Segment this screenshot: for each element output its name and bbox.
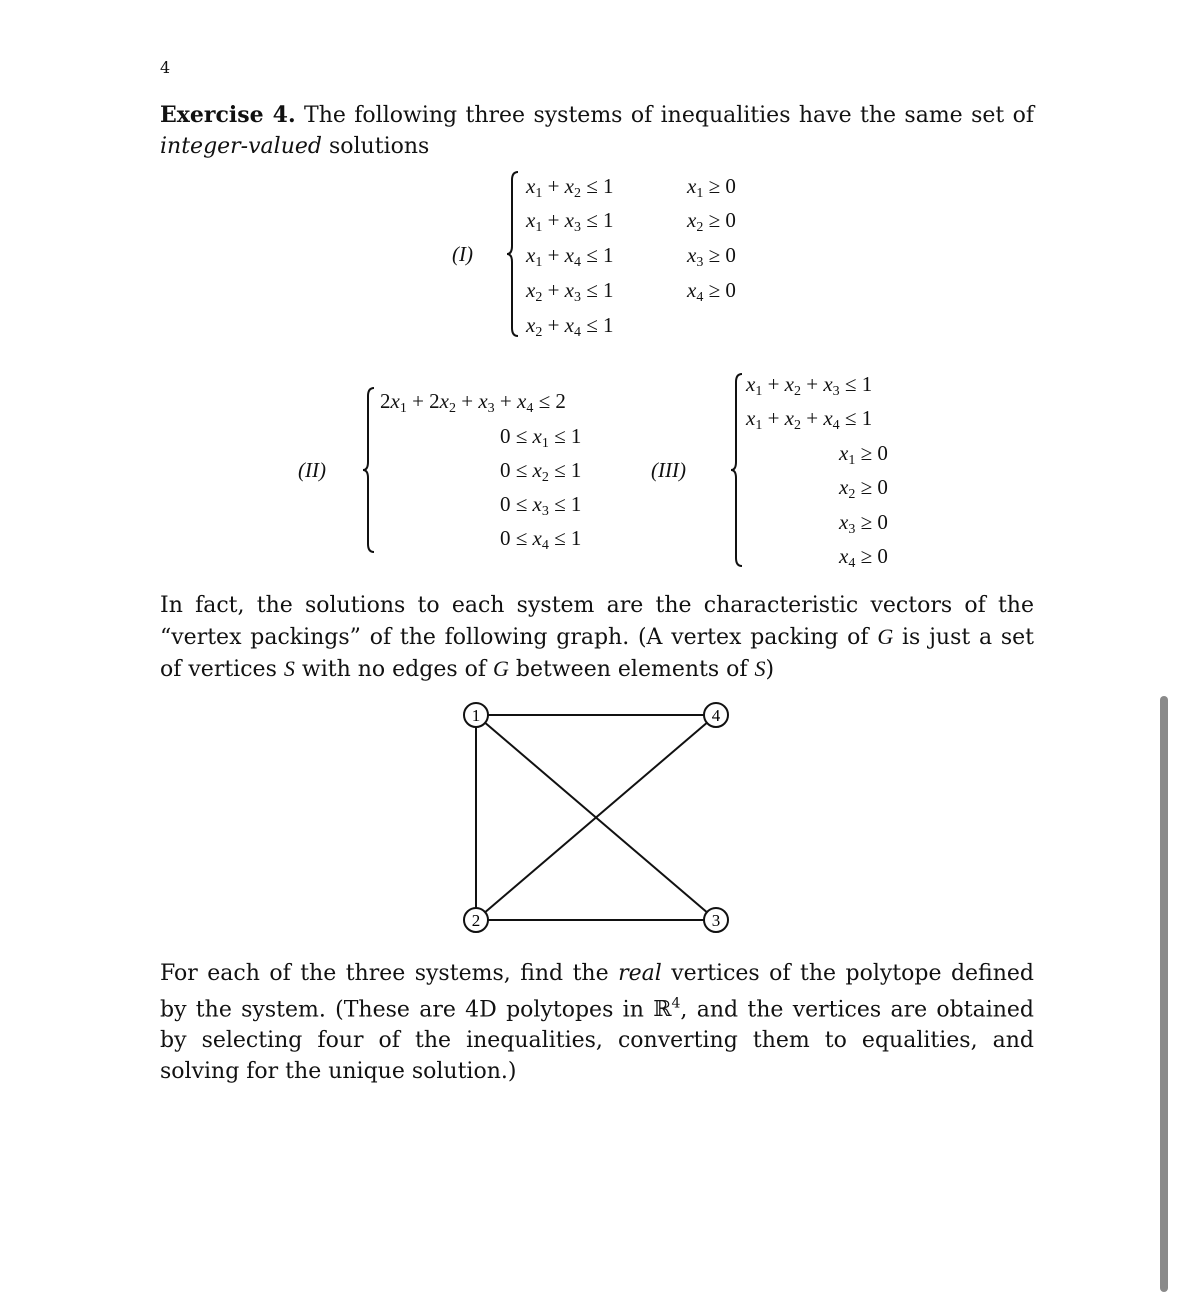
system-I-ineq-2: $x_1 + x_3 \le 1$ [526, 208, 614, 235]
system-I-nonneg-2: $x_2 \ge 0$ [687, 208, 736, 235]
system-I-nonneg-3: $x_3 \ge 0$ [687, 243, 736, 270]
system-I-label: (I) [452, 242, 473, 266]
system-I-nonneg-4: $x_4 \ge 0$ [687, 278, 736, 305]
graph-node-1 [464, 703, 488, 727]
system-III-ineq-2: $x_1 + x_2 + x_4 \le 1$ [746, 406, 873, 433]
p3-space-R4 [653, 997, 680, 1022]
system-II-ineq-1: $2x_1 + 2x_2 + x_3 + x_4 \le 2$ [380, 389, 566, 416]
p2-text-2: is just a set of vertices [160, 625, 1035, 682]
graph-node-4 [704, 703, 728, 727]
graph-node-2 [464, 908, 488, 932]
system-II-bound-2: $0 \le x_2 \le 1$ [500, 458, 582, 485]
system-III-brace [730, 372, 744, 568]
p3-text-2: vertices of the polytope defined by the system. (These are 4D polytopes in [160, 961, 1034, 1023]
p2-text-5: ) [765, 657, 775, 682]
p2-var-S-2: S [754, 656, 766, 681]
node-1-label: 1 [471, 706, 481, 725]
p2-text-4: between elements of [515, 657, 748, 682]
p2-text-3: with no edges of [301, 657, 487, 682]
system-II-label: (II) [298, 458, 326, 482]
vertex-packing-graph [455, 698, 745, 938]
exercise-heading: Exercise 4. [160, 102, 296, 128]
system-II-bound-1: $0 \le x_1 \le 1$ [500, 424, 582, 451]
system-II-brace [362, 386, 376, 554]
system-III-nonneg-4: $x_4 \ge 0$ [839, 544, 888, 571]
p3-emphasis: real [618, 961, 662, 986]
node-2-label: 2 [471, 911, 481, 930]
node-4-label: 4 [711, 706, 721, 725]
system-III-nonneg-1: $x_1 \ge 0$ [839, 441, 888, 468]
vertex-packing-paragraph [160, 590, 1034, 685]
p2-var-S: S [283, 656, 295, 681]
system-I-brace [506, 170, 520, 338]
system-I-ineq-4: $x_2 + x_3 \le 1$ [526, 278, 614, 305]
system-I-ineq-5: $x_2 + x_4 \le 1$ [526, 313, 614, 340]
exercise-intro [160, 100, 1034, 162]
system-II-bound-3: $0 \le x_3 \le 1$ [500, 492, 582, 519]
system-III-nonneg-2: $x_2 \ge 0$ [839, 475, 888, 502]
intro-text: The following three systems of inequalities have the same set of [304, 103, 1035, 128]
system-I-nonneg-1: $x_1 \ge 0$ [687, 174, 736, 201]
system-III-label: (III) [651, 458, 686, 482]
page-number: 4 [160, 58, 171, 77]
system-I-ineq-1: $x_1 + x_2 \le 1$ [526, 174, 614, 201]
system-I-ineq-3: $x_1 + x_4 \le 1$ [526, 243, 614, 270]
p2-var-G-2: G [493, 656, 509, 681]
system-III-ineq-1: $x_1 + x_2 + x_3 \le 1$ [746, 372, 873, 399]
p3-text-1: For each of the three systems, find the [160, 961, 609, 986]
graph-node-3 [704, 908, 728, 932]
p2-var-G: G [877, 624, 894, 649]
node-3-label: 3 [711, 911, 721, 930]
p3-text-3: , and the vertices are obtained by selecting four of the inequalities, converting them to equalities, and solving for the unique solution.) [160, 997, 1035, 1085]
p3-space: ℝ [653, 997, 672, 1023]
intro-text-end: solutions [328, 134, 430, 159]
system-III-nonneg-3: $x_3 \ge 0$ [839, 510, 888, 537]
vertical-scrollbar[interactable] [1160, 696, 1168, 1292]
p3-exponent: 4 [671, 996, 681, 1012]
system-II-bound-4: $0 \le x_4 \le 1$ [500, 526, 582, 553]
task-paragraph [160, 958, 1034, 1087]
intro-emphasis: integer-valued [160, 134, 322, 159]
p2-text-1: In fact, the solutions to each system are the characteristic vectors of the “vertex packings” of the following graph. (A vertex packing of [160, 593, 1034, 650]
graph-edges [476, 715, 716, 920]
